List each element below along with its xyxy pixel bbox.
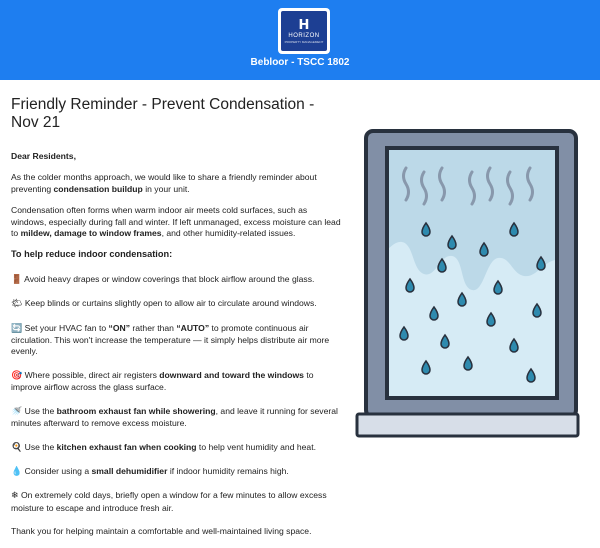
tip-hvac-fan — [11, 323, 341, 358]
tip-open-window — [11, 490, 341, 514]
window-sill — [357, 414, 578, 436]
tip-bold-auto: “AUTO” — [176, 322, 210, 333]
horizon-logo — [278, 8, 330, 54]
tip-text: Use the — [24, 405, 57, 416]
tip-text: Avoid heavy drapes or window coverings that block airflow around the glass. — [24, 273, 315, 284]
tip-bold: kitchen exhaust fan when cooking — [56, 441, 197, 452]
tip-text: On extremely cold days, briefly open a window for a few minutes to allow excess moisture to escape and introduce fresh air. — [11, 490, 327, 513]
intro-bold: condensation buildup — [53, 183, 143, 194]
cycle-arrows-icon: 🔄 — [11, 323, 23, 334]
tip-dehumidifier — [11, 466, 341, 478]
explanation-bold: mildew, damage to window frames — [20, 228, 162, 239]
explanation-end: , and other humidity-related issues. — [161, 228, 296, 239]
tip-text-mid: rather than — [130, 322, 177, 333]
frying-pan-icon: 🍳 — [11, 442, 23, 453]
explanation-paragraph — [11, 205, 341, 239]
header-banner — [0, 0, 600, 80]
logo-badge — [281, 11, 327, 51]
snowflake-icon: ❄ — [11, 491, 19, 502]
tip-bold-on: “ON” — [108, 322, 130, 333]
building-name: Bebloor - TSCC 1802 — [250, 57, 350, 68]
intro-text: As the colder months approach, we would like to share a friendly reminder about preventing — [11, 172, 317, 194]
tip-bold: small dehumidifier — [91, 465, 168, 476]
window-condensation-icon — [354, 128, 580, 440]
closing-line: Thank you for helping maintain a comfortable and well-maintained living space. — [11, 526, 312, 537]
greeting — [11, 151, 341, 162]
tip-text-end: to promote continuous air circulation. This won't increase the temperature — it simply helps distribute air more evenly. — [11, 322, 330, 357]
door-icon: 🚪 — [11, 274, 23, 285]
logo-mark: H — [298, 17, 310, 33]
greeting-text: Dear Residents, — [11, 151, 76, 161]
tip-open-blinds — [11, 298, 341, 310]
notice-content — [11, 96, 341, 548]
tip-text-end: , and leave it running for several minutes afterward to remove excess moisture. — [11, 405, 338, 429]
tip-kitchen-fan — [11, 442, 341, 454]
tip-text: Consider using a — [24, 465, 92, 476]
intro-end: in your unit. — [142, 183, 190, 194]
logo-tagline: PROPERTY MANAGEMENT — [284, 39, 324, 44]
target-icon: 🎯 — [11, 370, 23, 381]
tip-text: Use the — [24, 441, 57, 452]
tip-bold: bathroom exhaust fan while showering — [56, 405, 216, 416]
intro-paragraph — [11, 172, 341, 195]
tip-bold: downward and toward the windows — [159, 369, 304, 380]
tip-text: Set your HVAC fan to — [24, 322, 109, 333]
notice-title: Friendly Reminder - Prevent Condensation - Nov 21 — [11, 96, 315, 131]
tip-text: Keep blinds or curtains slightly open to allow air to circulate around windows. — [24, 298, 317, 309]
tip-text: Where possible, direct air registers — [24, 369, 160, 380]
tip-bathroom-fan — [11, 406, 341, 430]
tip-avoid-drapes — [11, 274, 341, 286]
tips-subheading: To help reduce indoor condensation: — [11, 249, 173, 260]
explanation-text: Condensation often forms when warm indoor air meets cold surfaces, such as windows, especially during fall and winter. If left unmanaged, excess moisture can lead to — [11, 205, 341, 239]
logo-name: HORIZON — [288, 32, 320, 39]
tip-air-registers — [11, 370, 341, 394]
tip-text-end: to improve airflow across the glass surface. — [11, 369, 314, 393]
tip-text-end: to help vent humidity and heat. — [196, 441, 316, 452]
sun-cloud-icon: 🌤 — [11, 299, 23, 310]
shower-icon: 🚿 — [11, 406, 23, 417]
droplet-icon: 💧 — [11, 466, 23, 477]
tip-text-end: if indoor humidity remains high. — [167, 465, 289, 476]
